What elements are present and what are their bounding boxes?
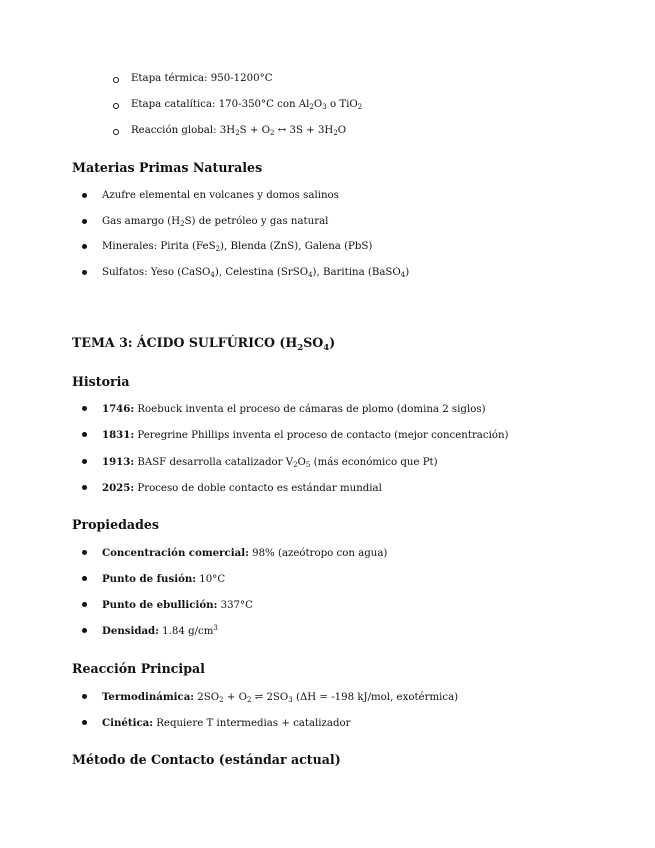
sub-list-item: Etapa térmica: 950-1200°C	[131, 73, 273, 84]
circle-bullet-icon	[113, 77, 119, 83]
section-heading-historia: Historia	[72, 374, 130, 389]
topic-title: TEMA 3: ÁCIDO SULFÚRICO $(H_2SO_4)$	[72, 335, 336, 353]
circle-bullet-icon	[113, 129, 119, 135]
list-item: 1746: Roebuck inventa el proceso de cámaras de plomo (domina 2 siglos)	[102, 403, 486, 415]
list-item: Azufre elemental en volcanes y domos salinos	[102, 190, 339, 201]
section-heading-metodo: Método de Contacto (estándar actual)	[72, 752, 341, 767]
bullet-icon	[82, 270, 87, 275]
list-item: Sulfatos: Yeso (CaSO$_4$), Celestina (SrSO$_4$), Baritina (BaSO$_4$)	[102, 267, 410, 279]
list-item: Densidad: 1.84 $g/cm^3$	[102, 624, 218, 637]
list-item: Cinética: Requiere T intermedias + catalizador	[102, 717, 351, 729]
list-item: Minerales: Pirita (FeS$_2$), Blenda (ZnS), Galena (PbS)	[102, 241, 373, 253]
list-item: Gas amargo $(H_2S)$ de petróleo y gas natural	[102, 216, 329, 228]
list-item: Punto de fusión: 10°C	[102, 573, 226, 585]
sub-list-item: Etapa catalítica: 170-350°C con $Al_2O_3$ o TiO$_2$	[131, 99, 363, 111]
section-heading-materias: Materias Primas Naturales	[72, 160, 263, 175]
bullet-icon	[82, 406, 87, 411]
bullet-icon	[82, 694, 87, 699]
list-item: Termodinámica: $2SO_2 + O_2$ ⇌ $2SO_3$ (ΔH = -198 kJ/mol, exotérmica)	[102, 691, 459, 704]
sub-list-item: Reacción global: $3H_2S + O_2$ ↔ $3S + 3H_2O$	[131, 125, 347, 137]
section-heading-reaccion: Reacción Principal	[72, 661, 205, 676]
bullet-icon	[82, 576, 87, 581]
list-item: 1831: Peregrine Phillips inventa el proceso de contacto (mejor concentración)	[102, 429, 509, 441]
bullet-icon	[82, 602, 87, 607]
bullet-icon	[82, 550, 87, 555]
list-item: 2025: Proceso de doble contacto es estándar mundial	[102, 482, 382, 494]
section-heading-propiedades: Propiedades	[72, 517, 159, 532]
list-item: 1913: BASF desarrolla catalizador $V_2O_5$ (más económico que Pt)	[102, 456, 438, 469]
bullet-icon	[82, 720, 87, 725]
bullet-icon	[82, 193, 87, 198]
bullet-icon	[82, 244, 87, 249]
bullet-icon	[82, 628, 87, 633]
list-item: Concentración comercial: 98% (azeótropo con agua)	[102, 547, 388, 559]
bullet-icon	[82, 459, 87, 464]
bullet-icon	[82, 432, 87, 437]
list-item: Punto de ebullición: 337°C	[102, 599, 253, 611]
circle-bullet-icon	[113, 103, 119, 109]
bullet-icon	[82, 485, 87, 490]
bullet-icon	[82, 219, 87, 224]
